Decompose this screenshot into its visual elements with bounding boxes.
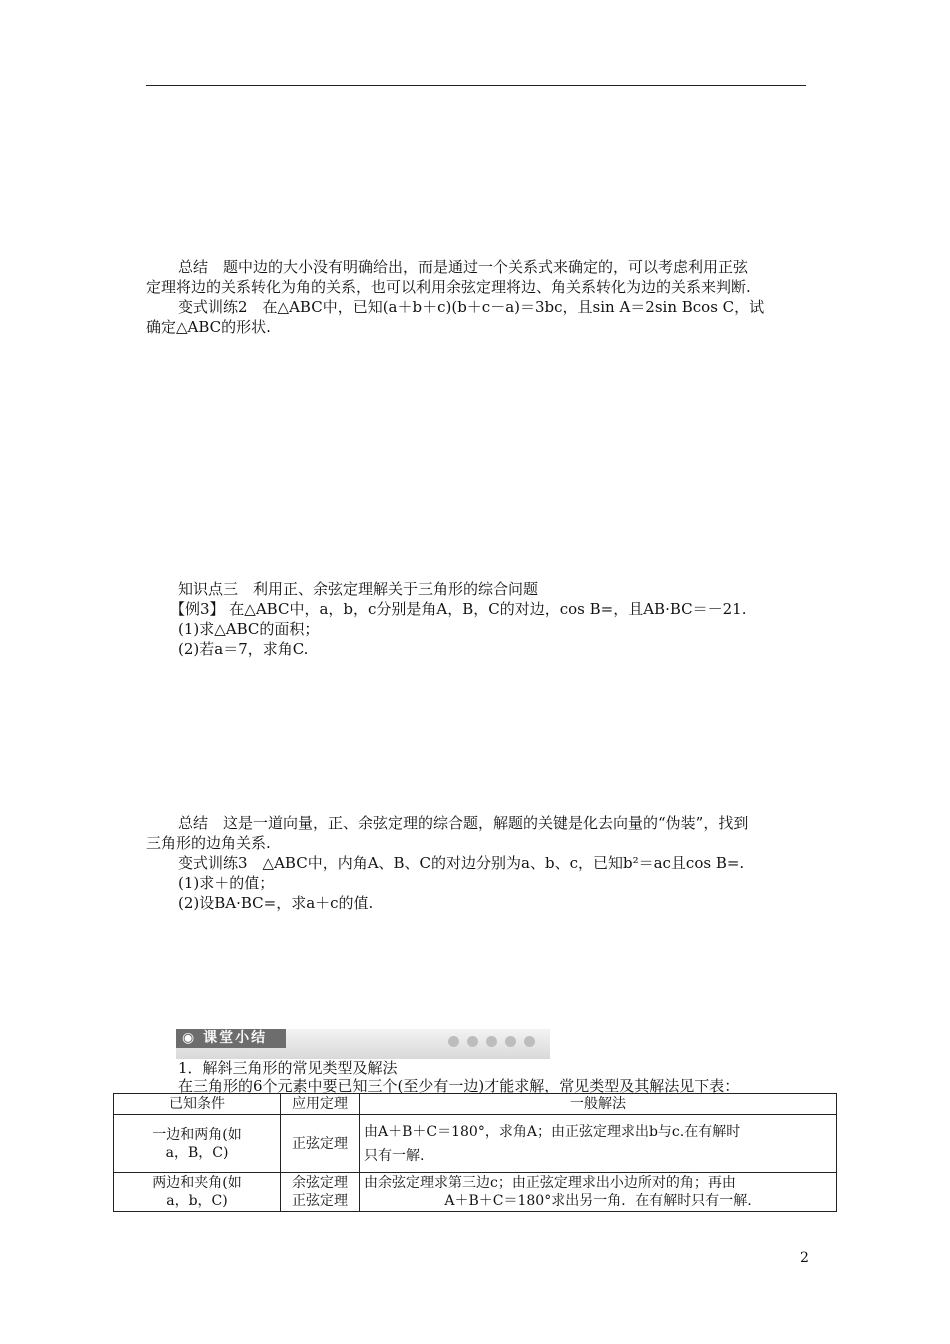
variant3-line1: 变式训练3 △ABC中，内角A、B、C的对边分别为a、b、c，已知b²＝ac且cos B=. xyxy=(178,854,745,872)
variant3-q1: (1)求＋的值； xyxy=(178,874,275,892)
summary2-line1: 总结 题中边的大小没有明确给出，而是通过一个关系式来确定的，可以考虑利用正弦 xyxy=(178,258,749,276)
summary3-line1: 总结 这是一道向量，正、余弦定理的综合题，解题的关键是化去向量的“伪装”，找到 xyxy=(178,814,749,832)
class-summary-banner xyxy=(176,1029,550,1059)
method-line: 由余弦定理求第三边c；由正弦定理求出小边所对的角；再由 xyxy=(364,1175,736,1191)
table-header-cell: 已知条件 xyxy=(114,1094,281,1115)
header-rule xyxy=(146,85,806,86)
dot-icon xyxy=(524,1036,535,1047)
variant3-q2: (2)设BA·BC=，求a＋c的值. xyxy=(178,894,374,912)
table-cell-condition xyxy=(114,1173,281,1212)
table-row xyxy=(114,1115,837,1173)
theorem-line: 余弦定理 xyxy=(292,1175,348,1191)
summary3-line2: 三角形的边角关系. xyxy=(146,834,271,852)
dot-icon xyxy=(505,1036,516,1047)
method-line: 由A＋B＋C＝180°，求角A；由正弦定理求出b与c.在有解时 xyxy=(364,1123,741,1140)
example3-q2: (2)若a＝7，求角C. xyxy=(178,640,309,658)
table-cell-theorem xyxy=(281,1173,360,1212)
dot-icon xyxy=(467,1036,478,1047)
decorative-dots xyxy=(448,1033,543,1045)
table-header-cell: 一般解法 xyxy=(360,1094,837,1115)
condition-line: 一边和两角(如 xyxy=(152,1126,242,1143)
method-line: 只有一解. xyxy=(364,1147,425,1164)
dot-icon xyxy=(448,1036,459,1047)
example3-text: 【例3】 在△ABC中，a，b，c分别是角A，B，C的对边，cos B=，且AB·BC＝－21. xyxy=(170,600,747,618)
dot-icon xyxy=(486,1036,497,1047)
condition-line: 两边和夹角(如 xyxy=(152,1175,242,1191)
table-cell-method xyxy=(360,1173,837,1212)
method-line: A＋B＋C＝180°求出另一角．在有解时只有一解. xyxy=(444,1193,752,1209)
theorem-line: 正弦定理 xyxy=(292,1193,348,1209)
table-header-cell: 应用定理 xyxy=(281,1094,360,1115)
section1-title: 1．解斜三角形的常见类型及解法 xyxy=(178,1059,398,1077)
summary2-line2: 定理将边的关系转化为角的关系，也可以利用余弦定理将边、角关系转化为边的关系来判断. xyxy=(146,278,751,296)
condition-line: a，B，C) xyxy=(165,1144,229,1161)
table-header-row xyxy=(114,1094,837,1115)
variant2-line2: 确定△ABC的形状. xyxy=(146,318,271,336)
solution-types-table xyxy=(113,1093,837,1212)
class-summary-label: ◉ 课堂小结 xyxy=(176,1029,286,1048)
table-row xyxy=(114,1173,837,1212)
table-cell-method xyxy=(360,1115,837,1173)
table-cell-condition xyxy=(114,1115,281,1173)
point3-heading: 知识点三 利用正、余弦定理解关于三角形的综合问题 xyxy=(178,580,539,598)
section1-intro: 在三角形的6个元素中要已知三个(至少有一边)才能求解，常见类型及其解法见下表： xyxy=(178,1077,740,1095)
variant2-line1: 变式训练2 在△ABC中，已知(a＋b＋c)(b＋c－a)＝3bc，且sin A＝2sin Bcos C，试 xyxy=(178,298,765,316)
page-number: 2 xyxy=(800,1250,809,1266)
condition-line: a，b，C) xyxy=(166,1193,228,1209)
table-cell-theorem xyxy=(281,1115,360,1173)
example3-q1: (1)求△ABC的面积； xyxy=(178,620,320,638)
theorem-line: 正弦定理 xyxy=(292,1135,348,1152)
